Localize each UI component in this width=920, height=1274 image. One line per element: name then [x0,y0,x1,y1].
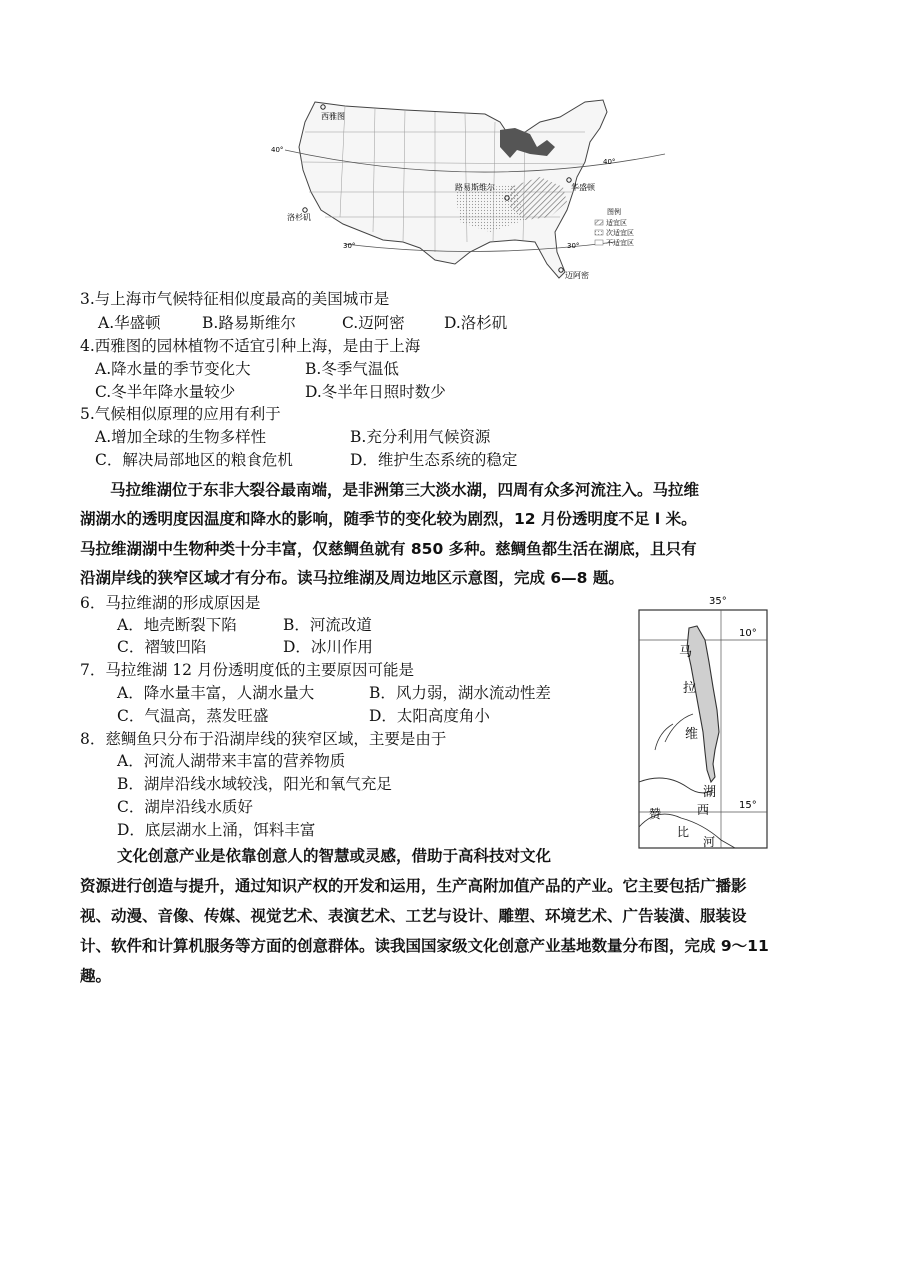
q7-option-c[interactable]: C．气温高，蒸发旺盛 [117,707,269,725]
q5-option-a[interactable]: A.增加全球的生物多样性 [95,428,267,446]
q4-stem: 4.西雅图的园林植物不适宜引种上海，是由于上海 [80,337,421,355]
culture-intro-line-2: 资源进行创造与提升，通过知识产权的开发和运用，生产高附加值产品的产业。它主要包括广播影 [80,877,747,895]
malawi-intro-line-4: 沿湖岸线的狭窄区域才有分布。读马拉维湖及周边地区示意图，完成 6—8 题。 [80,569,624,587]
q7-option-b[interactable]: B．风力弱，湖水流动性差 [369,684,551,702]
lat-30-left: 30° [343,242,356,250]
lake-label-char: 拉 [683,681,697,696]
q6-option-b[interactable]: B．河流改道 [283,616,372,634]
q6-options-row1 [117,614,372,636]
q3-option-d[interactable]: D.洛杉矶 [444,314,508,332]
q8-option-a[interactable]: A．河流人湖带来丰富的营养物质 [117,752,346,770]
river-label-char: 比 [677,825,690,839]
q3-stem: 3.与上海市气候特征相似度最高的美国城市是 [80,290,390,308]
q5-options-row1 [95,426,490,448]
q8-option-c[interactable]: C．湖岸沿线水质好 [117,798,253,816]
q4-option-a[interactable]: A.降水量的季节变化大 [95,360,251,378]
q6-option-d[interactable]: D．冰川作用 [283,638,373,656]
culture-intro-line-3: 视、动漫、音像、传媒、视觉艺术、表演艺术、工艺与设计、雕塑、环境艺术、广告装潢、服装设 [80,907,747,925]
city-louisville: 路易斯维尔 [455,183,495,192]
lat-40-left: 40° [271,146,284,154]
q3-option-b[interactable]: B.路易斯维尔 [202,314,296,332]
latitude-10: 10° [739,628,757,639]
lake-label-char: 湖 [703,785,717,800]
q5-stem: 5.气候相似原理的应用有利于 [80,405,281,423]
malawi-map [635,592,770,850]
city-seattle: 西雅图 [321,112,345,121]
river-label-char: 河 [703,835,716,849]
q8-option-d[interactable]: D．底层湖水上涌，饵料丰富 [117,821,316,839]
us-map [271,92,665,284]
q8-stem: 8．慈鲷鱼只分布于沿湖岸线的狭窄区域，主要是由于 [80,730,447,748]
q3-option-c[interactable]: C.迈阿密 [342,314,405,332]
q7-options-row2 [117,705,490,727]
q4-options-row2 [95,381,446,403]
culture-intro-line-1: 文化创意产业是依靠创意人的智慧或灵感，借助于高科技对文化 [117,847,552,865]
q3-option-a[interactable]: A.华盛顿 [98,314,161,332]
lake-label-char: 维 [685,727,699,742]
q6-option-a[interactable]: A．地壳断裂下陷 [117,616,237,634]
lat-30-right: 30° [567,242,580,250]
q5-option-b[interactable]: B.充分利用气候资源 [350,428,491,446]
malawi-intro-line-2: 湖湖水的透明度因温度和降水的影响，随季节的变化较为剧烈，12 月份透明度不足 l 米。 [80,510,697,528]
river-label-char: 赞 [649,807,662,821]
city-washington: 华盛顿 [571,183,595,192]
q5-option-d[interactable]: D．维护生态系统的稳定 [350,451,518,469]
lake-label-char: 马 [679,645,693,660]
q7-option-d[interactable]: D．太阳高度角小 [369,707,490,725]
map-legend [595,207,634,247]
legend-title: 图例 [607,208,621,216]
q4-option-b[interactable]: B.冬季气温低 [305,360,399,378]
latitude-15: 15° [739,800,757,811]
culture-intro-line-5: 趣。 [80,967,112,985]
legend-item: 次适宜区 [606,229,634,237]
q6-stem: 6．马拉维湖的形成原因是 [80,594,261,612]
city-los-angeles: 洛杉矶 [287,213,311,222]
q4-option-c[interactable]: C.冬半年降水量较少 [95,383,236,401]
malawi-intro-line-3: 马拉维湖湖中生物种类十分丰富，仅慈鲷鱼就有 850 多种。慈鲷鱼都生活在湖底，且只有 [80,540,697,558]
longitude-35: 35° [709,596,727,607]
q8-option-b[interactable]: B．湖岸沿线水域较浅，阳光和氧气充足 [117,775,392,793]
malawi-intro-line-1: 马拉维湖位于东非大裂谷最南端，是非洲第三大淡水湖，四周有众多河流注入。马拉维 [110,481,700,499]
culture-intro-line-4: 计、软件和计算机服务等方面的创意群体。读我国国家级文化创意产业基地数量分布图，完成 9～11 [80,937,769,955]
q4-options-row1 [95,358,399,380]
lat-40-right: 40° [603,158,616,166]
q7-options-row1 [117,682,551,704]
q5-options-row2 [95,449,517,471]
city-miami: 迈阿密 [565,271,589,280]
q3-options [98,312,507,334]
q7-option-a[interactable]: A．降水量丰富，人湖水量大 [117,684,315,702]
q5-option-c[interactable]: C．解决局部地区的粮食危机 [95,451,293,469]
legend-item: 适宜区 [606,219,627,227]
q6-options-row2 [117,636,373,658]
legend-item: 不适宜区 [606,239,634,247]
q6-option-c[interactable]: C．褶皱凹陷 [117,638,207,656]
q7-stem: 7．马拉维湖 12 月份透明度低的主要原因可能是 [80,661,414,679]
river-label-char: 西 [697,803,710,817]
q4-option-d[interactable]: D.冬半年日照时数少 [305,383,446,401]
